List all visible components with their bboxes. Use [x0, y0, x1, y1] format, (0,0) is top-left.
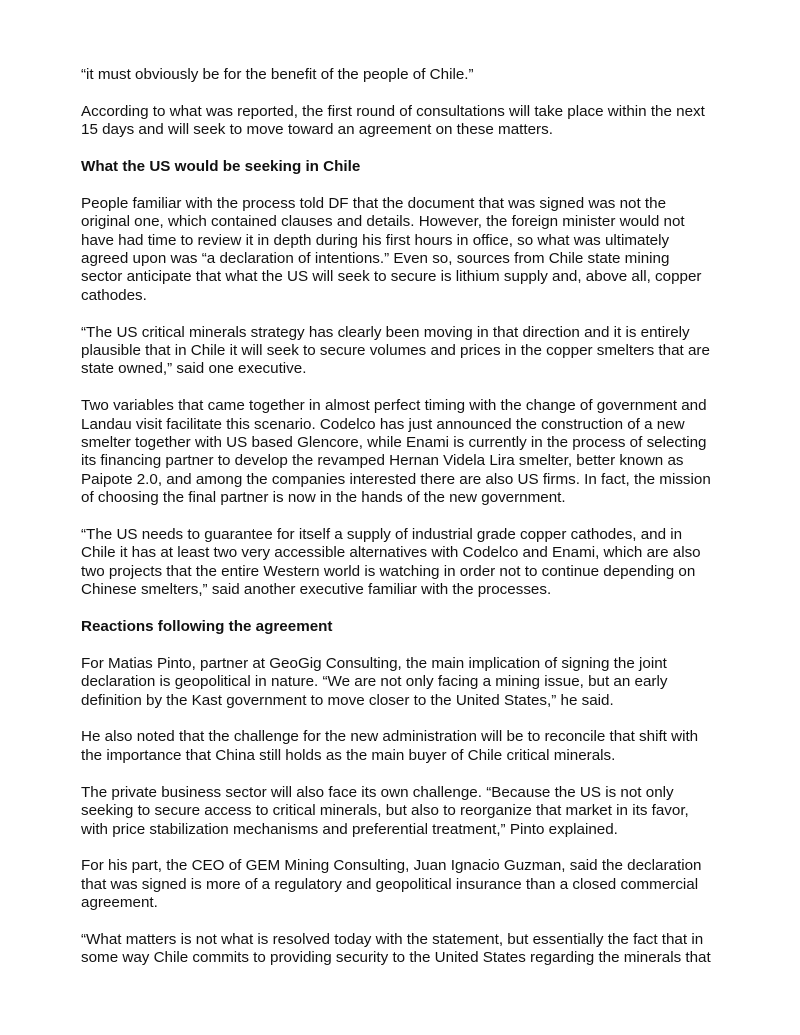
text-line: “it must obviously be for the benefit of the people of Chile.”	[81, 66, 474, 83]
text-line: For Matias Pinto, partner at GeoGig Consulting, the main implication of signing the joint	[81, 654, 667, 672]
text-line: that was signed is more of a regulatory and geopolitical insurance than a closed commercial	[81, 875, 699, 893]
text-line: with price stabilization mechanisms and preferential treatment,” Pinto explained.	[81, 820, 618, 838]
text-line: its financing partner to develop the revamped Hernan Videla Lira smelter, better known as	[81, 452, 684, 470]
text-line: declaration is geopolitical in nature. “We are not only facing a mining issue, but an early	[81, 673, 668, 691]
paragraph-private-sector	[81, 784, 741, 839]
paragraph-what-matters	[81, 931, 741, 968]
text-line: plausible that in Chile it will seek to secure volumes and prices in the copper smelters that are	[81, 342, 710, 360]
text-line: Two variables that came together in almost perfect timing with the change of government and	[81, 397, 707, 415]
text-line: the importance that China still holds as the main buyer of Chile critical minerals.	[81, 746, 616, 764]
text-line: two projects that the entire Western world is watching in order not to continue depending on	[81, 562, 696, 580]
paragraph-guzman	[81, 857, 741, 912]
text-line: “The US needs to guarantee for itself a supply of industrial grade copper cathodes, and in	[81, 526, 683, 544]
text-line: Chinese smelters,” said another executive familiar with the processes.	[81, 581, 552, 599]
text-line: some way Chile commits to providing security to the United States regarding the minerals that	[81, 949, 711, 967]
text-line: state owned,” said one executive.	[81, 360, 307, 378]
text-line: Chile it has at least two very accessible alternatives with Codelco and Enami, which are also	[81, 544, 701, 562]
text-line: definition by the Kast government to move closer to the United States,” he said.	[81, 691, 614, 709]
text-line: Landau visit facilitate this scenario. Codelco has just announced the construction of a new	[81, 415, 685, 433]
text-line: He also noted that the challenge for the new administration will be to reconcile that shift with	[81, 728, 699, 746]
paragraph-china-buyer	[81, 728, 741, 765]
text-line: seeking to secure access to critical minerals, but also to reorganize that market in its favor,	[81, 802, 689, 820]
paragraph-pinto-geopolitical	[81, 655, 741, 710]
text-line: sector anticipate that what the US will seek to secure is lithium supply and, above all, copper	[81, 268, 702, 286]
text-line: cathodes.	[81, 286, 147, 304]
text-line: smelter together with US based Glencore, while Enami is currently in the process of selecting	[81, 434, 707, 452]
text-line: have had time to review it in depth during his first hours in office, so what was ultimately	[81, 231, 670, 249]
paragraph-cathodes-quote	[81, 526, 741, 600]
paragraph-consultations	[81, 103, 741, 140]
paragraph-document-signed	[81, 195, 741, 305]
text-line: “What matters is not what is resolved today with the statement, but essentially the fact that in	[81, 930, 704, 948]
text-line: of choosing the final partner is now in the hands of the new government.	[81, 489, 566, 507]
text-line: original one, which contained clauses and details. However, the foreign minister would not	[81, 213, 685, 231]
text-line: For his part, the CEO of GEM Mining Consulting, Juan Ignacio Guzman, said the declaration	[81, 857, 702, 875]
text-line: 15 days and will seek to move toward an agreement on these matters.	[81, 121, 553, 139]
text-line: The private business sector will also face its own challenge. “Because the US is not only	[81, 783, 674, 801]
paragraph-two-variables	[81, 397, 741, 507]
text-line: agreement.	[81, 894, 158, 912]
text-line: According to what was reported, the first round of consultations will take place within the next	[81, 102, 705, 120]
text-line: Paipote 2.0, and among the companies interested there are also US firms. In fact, the mission	[81, 470, 711, 488]
section-heading-us-seeking: What the US would be seeking in Chile	[81, 158, 361, 175]
paragraph-strategy-quote	[81, 324, 741, 379]
text-line: agreed upon was “a declaration of intentions.” Even so, sources from Chile state mining	[81, 250, 670, 268]
text-line: People familiar with the process told DF that the document that was signed was not the	[81, 194, 667, 212]
paragraph-quote-benefit	[81, 66, 741, 84]
section-heading-reactions: Reactions following the agreement	[81, 618, 333, 636]
document-page	[81, 66, 741, 986]
text-line: “The US critical minerals strategy has clearly been moving in that direction and it is entirely	[81, 323, 690, 341]
